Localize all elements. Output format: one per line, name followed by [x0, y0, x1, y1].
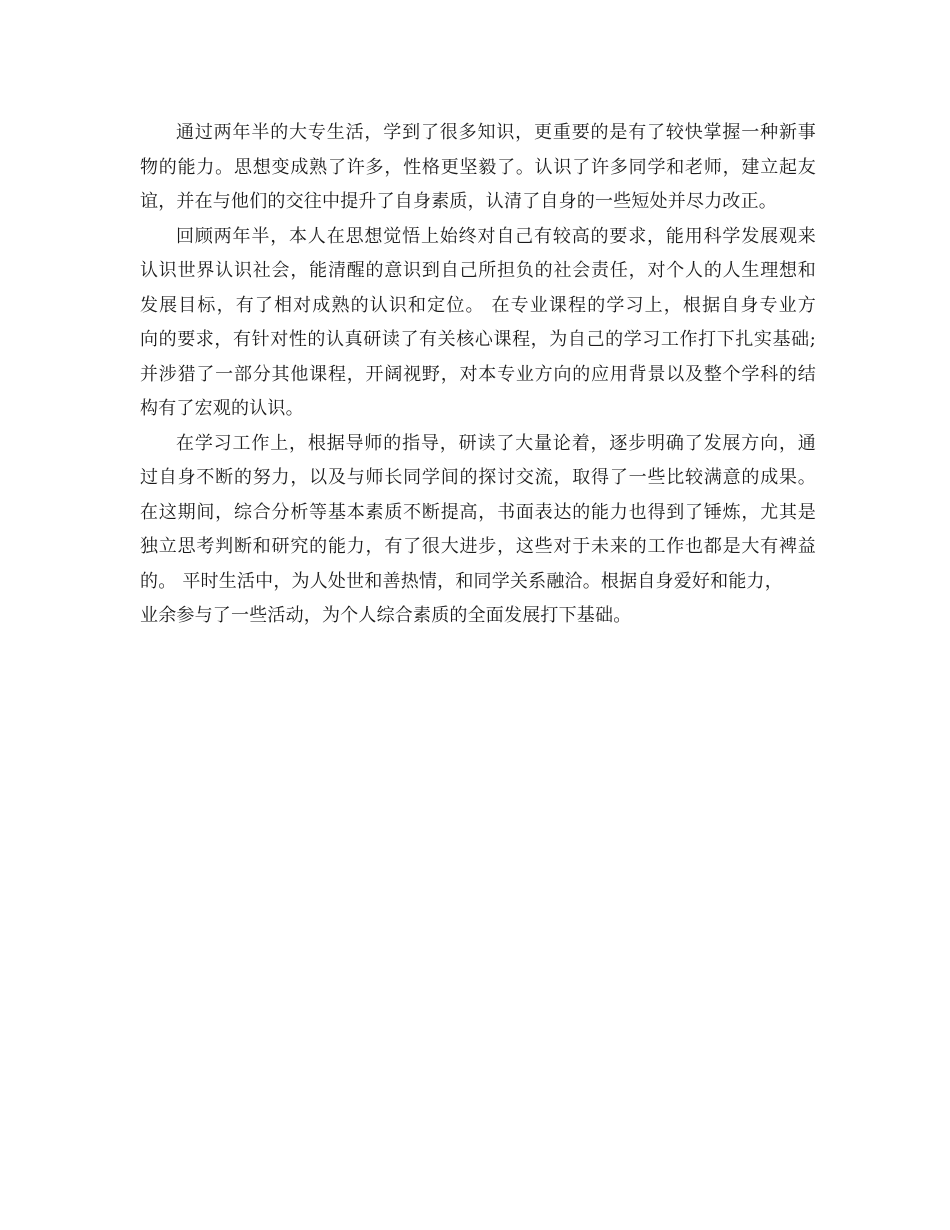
paragraph-line: 向的要求，有针对性的认真研读了有关核心课程，为自己的学习工作打下扎实基础; — [140, 329, 816, 350]
paragraph-line: 独立思考判断和研究的能力，有了很大进步，这些对于未来的工作也都是大有裨益 — [140, 536, 816, 557]
paragraph-line: 通过两年半的大专生活，学到了很多知识，更重要的是有了较快掌握一种新事 — [176, 122, 816, 143]
paragraph-line: 物的能力。思想变成熟了许多，性格更坚毅了。认识了许多同学和老师，建立起友 — [140, 156, 816, 178]
paragraph-line: 回顾两年半，本人在思想觉悟上始终对自己有较高的要求，能用科学发展观来 — [176, 225, 816, 247]
document-body — [140, 116, 816, 634]
paragraph-line: 认识世界认识社会，能清醒的意识到自己所担负的社会责任，对个人的人生理想和 — [140, 260, 816, 281]
paragraph-2 — [140, 220, 816, 427]
paragraph-line: 的。 平时生活中，为人处世和善热情，和同学关系融洽。根据自身爱好和能力， — [140, 570, 783, 592]
paragraph-line: 业余参与了一些活动，为个人综合素质的全面发展打下基础。 — [140, 605, 632, 626]
paragraph-line: 过自身不断的努力，以及与师长同学间的探讨交流，取得了一些比较满意的成果。 — [140, 467, 816, 488]
paragraph-line: 构有了宏观的认识。 — [140, 398, 304, 419]
paragraph-line: 在学习工作上，根据导师的指导，研读了大量论着，逐步明确了发展方向，通 — [176, 432, 816, 454]
paragraph-1 — [140, 116, 816, 220]
paragraph-3 — [140, 427, 816, 634]
paragraph-line: 在这期间，综合分析等基本素质不断提高，书面表达的能力也得到了锤炼，尤其是 — [140, 501, 816, 523]
paragraph-line: 谊，并在与他们的交往中提升了自身素质，认清了自身的一些短处并尽力改正。 — [140, 191, 777, 212]
paragraph-line: 并涉猎了一部分其他课程，开阔视野，对本专业方向的应用背景以及整个学科的结 — [140, 363, 816, 385]
paragraph-line: 发展目标，有了相对成熟的认识和定位。 在专业课程的学习上，根据自身专业方 — [140, 294, 816, 316]
